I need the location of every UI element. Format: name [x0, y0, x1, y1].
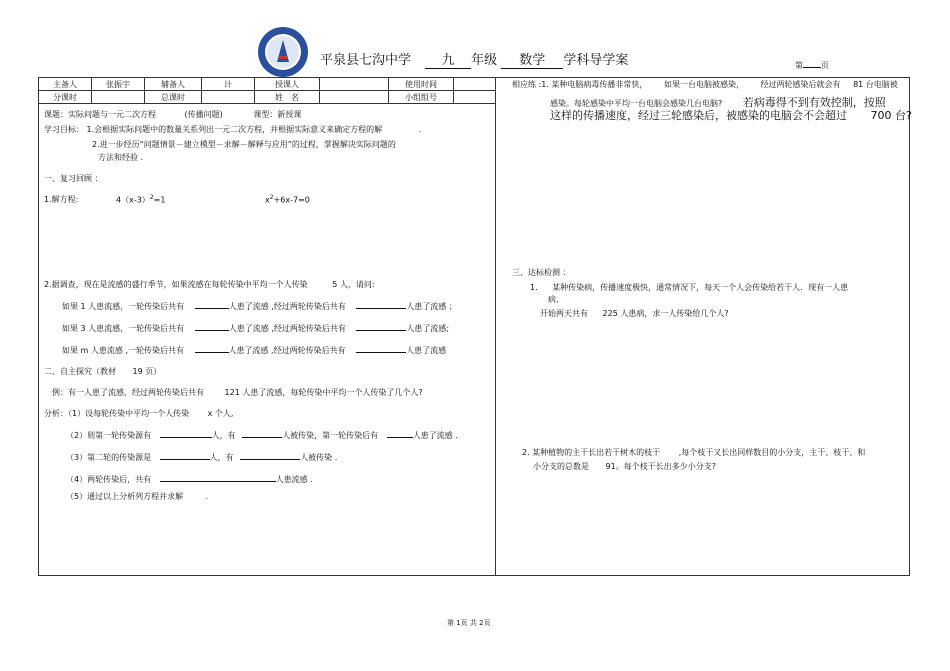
- test-section-title: 三、达标检测 ：: [512, 268, 571, 277]
- example-problem: 例：有一人患了流感，经过两轮传染后共有 121 人患了流感，每轮传染中平均一个人传染了几个人?: [52, 388, 423, 397]
- analysis-step-5: （5）通过以上分析列方程并求解 .: [66, 492, 209, 501]
- cell: [320, 78, 389, 91]
- solve-label: 1.解方程:: [44, 195, 79, 204]
- practice-problem-line-2: 感染。每轮感染中平均一台电脑会感染几台电脑? 若病毒得不到有效控制，按照: [550, 96, 886, 109]
- test-problem-1-line-2: 开始两天共有 225 人患病，求一人传染给几个人?: [540, 309, 729, 318]
- cell: 总课时: [145, 91, 202, 104]
- practice-problem-line-1: 相应练 :1. 某种电脑病毒传播非常快， 如果一台电脑被感染， 经过两轮感染后就会有 81 台电脑被: [512, 80, 898, 89]
- learning-goal-1: 学习目标： 1.会根据实际问题中的数量关系列出一元二次方程，并根据实际意义来确定方程的解 .: [44, 125, 422, 134]
- cell: 张振宇: [92, 78, 145, 91]
- analysis-step-3: （3）第二轮的传染源是 人，有 人被传染 .: [66, 453, 338, 462]
- lesson-topic: 课题：实际问题与一元二次方程 (传播问题) 课型：新授课: [44, 110, 302, 119]
- school-logo-icon: [257, 26, 309, 78]
- info-table: [38, 77, 496, 104]
- cell: 姓 名: [255, 91, 320, 104]
- grade-value: 九: [425, 49, 471, 69]
- cell: [454, 91, 496, 104]
- cell: 小组组号: [389, 91, 454, 104]
- analysis-step-4: （4）两轮传染后，共有 人患流感 .: [66, 475, 313, 484]
- question-2-line-3: 如果 m 人患流感 ,一轮传染后共有 人患了流感 ,经过两轮传染后共有 人患了流感: [62, 346, 447, 355]
- question-2-line-2: 如果 3 人患流感，一轮传染后共有 人患了流感 ,经过两轮传染后共有 人患了流感;: [62, 324, 450, 333]
- cell: 授课人: [255, 78, 320, 91]
- cell: [92, 91, 145, 104]
- page-footer: 第 1页 共 2页: [447, 619, 491, 627]
- column-divider: [495, 77, 496, 576]
- cell: [202, 91, 255, 104]
- cell: [320, 91, 389, 104]
- cell: 辅备人: [145, 78, 202, 91]
- title-suffix: 学科导学案: [563, 53, 629, 68]
- cell: 使用时间: [389, 78, 454, 91]
- cell: [454, 78, 496, 91]
- cell: 主备人: [39, 78, 92, 91]
- practice-problem-line-3: 这样的传播速度，经过三轮感染后，被感染的电脑会不会超过 700 台?: [550, 109, 912, 122]
- page-title: [320, 49, 628, 69]
- learning-goal-2: 2.进一步经历“问题情景－建立模型－求解－解释与应用”的过程，掌握解决实际问题的: [92, 140, 396, 149]
- cell: 分课时: [39, 91, 92, 104]
- subject-name: 数学: [501, 49, 563, 69]
- test-problem-1-cont: 病,: [548, 295, 559, 304]
- school-name: 平泉县七沟中学: [320, 53, 412, 68]
- table-row: [39, 91, 496, 104]
- table-row: [39, 78, 496, 91]
- test-problem-2-cont: 小分支的总数是 91。每个枝干长出多少小分支?: [533, 462, 716, 471]
- analysis-step-2: （2）则第一轮传染源有 人，有 人被传染，第一轮传染后有 人患了流感 .: [66, 431, 458, 440]
- cell: 计: [202, 78, 255, 91]
- test-problem-1: 1. 某种传染病，传播速度极快，通常情况下，每天一个人会传染给若干人．现有一人患: [530, 283, 849, 292]
- grade-label: 年级: [471, 53, 498, 68]
- question-2: 2.据调查，现在是流感的盛行季节，如果流感在每轮传染中平均一个人传染 5 人，请问:: [44, 280, 375, 289]
- learning-goal-2-cont: 方法和经验 .: [98, 153, 144, 162]
- explore-section-title: 二、自主探究（教材 19 页）: [44, 367, 162, 376]
- question-2-line-1: 如果 1 人患流感，一轮传染后共有 人患了流感 ,经过两轮传染后共有 人患了流感 ；: [62, 302, 457, 311]
- equation-2: $x^2+6x-7=0$: [265, 194, 310, 205]
- analysis-step-1: 分析：（1）设每轮传染中平均一个人传染 x 个人,: [44, 409, 234, 418]
- equation-1: $4(x-3)^2=1$: [116, 194, 166, 205]
- page-number-field: 第 页: [795, 61, 829, 70]
- test-problem-2: 2. 某种植物的主干长出若干树木的枝干 ,每个枝干又长出同样数目的小分支，主干、枝干、和: [522, 448, 866, 457]
- review-section-title: 一、复习回顾 ：: [44, 174, 103, 183]
